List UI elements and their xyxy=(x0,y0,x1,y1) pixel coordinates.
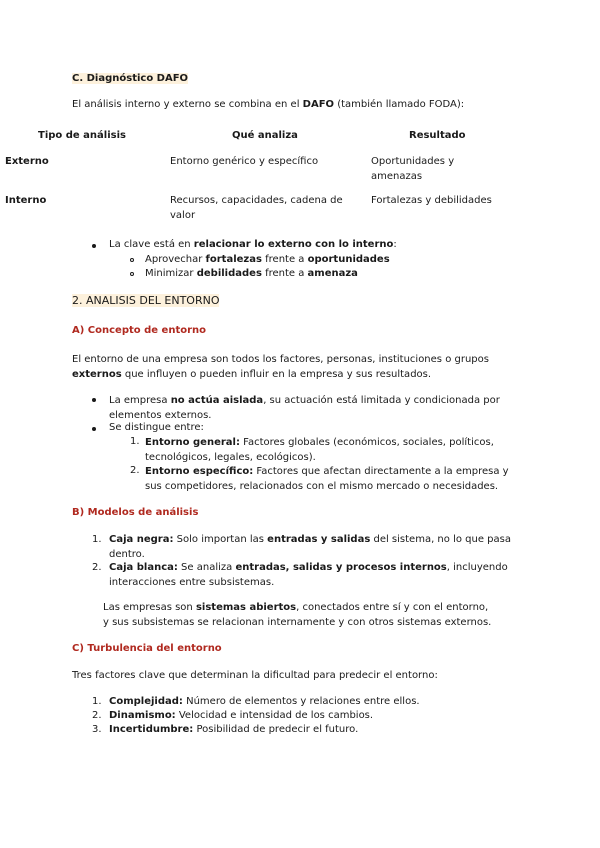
turbulencia-intro: Tres factores clave que determinan la dificultad para predecir el entorno: xyxy=(72,670,438,681)
table-cell-tipo: Interno xyxy=(5,195,47,206)
dafo-intro: El análisis interno y externo se combina en el DAFO (también llamado FODA): xyxy=(72,99,465,110)
list-item: Caja negra: Solo importan las entradas y salidas del sistema, no lo que pasa dentro. xyxy=(109,534,511,560)
list-number: 1. xyxy=(130,436,140,447)
list-item: Caja blanca: Se analiza entradas, salidas y procesos internos, incluyendo interacciones entre subsistemas. xyxy=(109,562,508,588)
bullet-icon xyxy=(92,427,96,431)
circle-bullet-icon xyxy=(130,272,134,276)
bullet-icon xyxy=(92,244,96,248)
table-header-tipo: Tipo de análisis xyxy=(38,130,126,141)
list-item: Entorno general: Factores globales (económicos, sociales, políticos, tecnológicos, legales, ecológicos). xyxy=(145,437,494,463)
list-number: 2. xyxy=(92,710,102,721)
list-number: 1. xyxy=(92,534,102,545)
subsection-heading-a: A) Concepto de entorno xyxy=(72,325,207,336)
list-number: 1. xyxy=(92,696,102,707)
table-cell-resultado: Fortalezas y debilidades xyxy=(371,195,492,206)
list-item: La clave está en relacionar lo externo con lo interno: xyxy=(109,239,397,250)
list-number: 3. xyxy=(92,724,102,735)
section-title: 2. ANALISIS DEL ENTORNO xyxy=(72,294,220,307)
subsection-heading-b: B) Modelos de análisis xyxy=(72,507,199,518)
table-cell-analiza: Entorno genérico y específico xyxy=(170,156,319,167)
table-cell-analiza: Recursos, capacidades, cadena de valor xyxy=(170,195,343,221)
list-item: Minimizar debilidades frente a amenaza xyxy=(145,268,358,279)
circle-bullet-icon xyxy=(130,258,134,262)
bullet-icon xyxy=(92,398,96,402)
list-item: Complejidad: Número de elementos y relaciones entre ellos. xyxy=(109,696,420,707)
entorno-definition: El entorno de una empresa son todos los factores, personas, instituciones o grupos externos que influyen o pueden influir en la empresa y sus resultados. xyxy=(72,354,489,380)
dafo-heading: C. Diagnóstico DAFO xyxy=(72,73,189,84)
table-header-analiza: Qué analiza xyxy=(232,130,298,141)
list-item: Se distingue entre: xyxy=(109,422,204,433)
subsection-heading-c: C) Turbulencia del entorno xyxy=(72,643,222,654)
list-item: La empresa no actúa aislada, su actuación está limitada y condicionada por elementos externos. xyxy=(109,395,500,421)
table-cell-tipo: Externo xyxy=(5,156,49,167)
list-item: Entorno específico: Factores que afectan directamente a la empresa y sus competidores, relacionados con el mismo mercado o necesidades. xyxy=(145,466,509,492)
list-number: 2. xyxy=(130,465,140,476)
list-number: 2. xyxy=(92,562,102,573)
sistemas-abiertos-paragraph: Las empresas son sistemas abiertos, conectados entre sí y con el entorno, y sus subsistemas se relacionan internamente y con otros sistemas externos. xyxy=(103,602,492,628)
table-header-resultado: Resultado xyxy=(409,130,466,141)
list-item: Aprovechar fortalezas frente a oportunidades xyxy=(145,254,390,265)
table-cell-resultado: Oportunidades y amenazas xyxy=(371,156,455,182)
list-item: Dinamismo: Velocidad e intensidad de los cambios. xyxy=(109,710,374,721)
list-item: Incertidumbre: Posibilidad de predecir el futuro. xyxy=(109,724,359,735)
